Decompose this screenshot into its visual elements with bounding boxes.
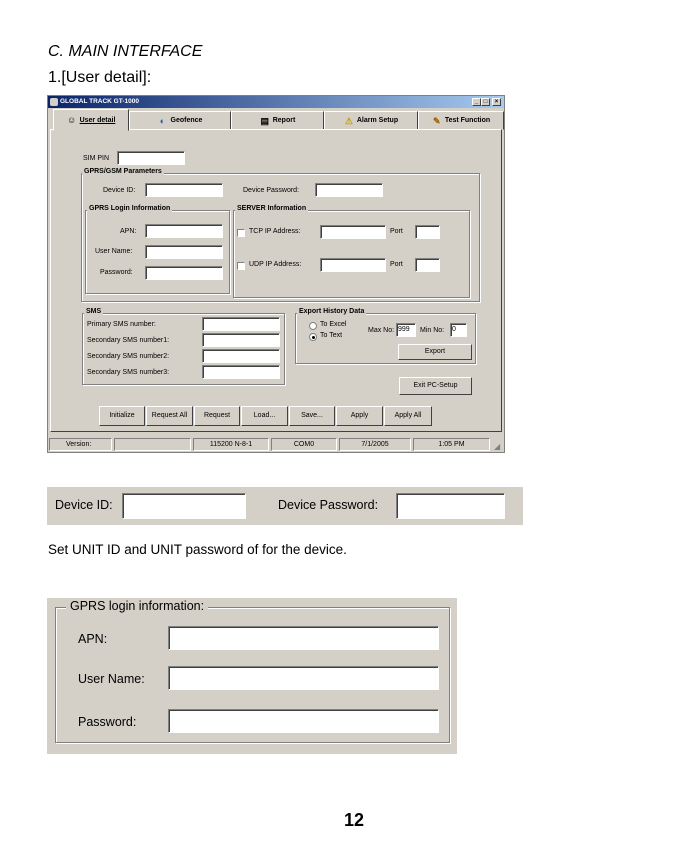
to-text-label: To Text <box>320 332 343 339</box>
device-password-input[interactable] <box>315 183 383 197</box>
tab-report[interactable] <box>231 111 324 130</box>
min-no-label: Min No: <box>420 327 445 334</box>
status-time: 1:05 PM <box>413 438 490 451</box>
username-label: User Name: <box>95 248 133 255</box>
primary-sms-label: Primary SMS number: <box>87 321 156 328</box>
tcp-port-label: Port <box>390 228 403 235</box>
username-input[interactable] <box>145 245 223 259</box>
to-text-radio[interactable] <box>309 333 317 341</box>
request-button[interactable]: Request <box>194 406 240 426</box>
zoom-gprs-legend: GPRS login information: <box>66 599 208 613</box>
app-window <box>47 95 505 453</box>
zoom-device-password-input[interactable] <box>396 493 505 519</box>
udp-port-input[interactable] <box>415 258 440 272</box>
resize-grip-icon[interactable]: ◢ <box>494 442 501 451</box>
warning-icon: ⚠ <box>344 115 353 126</box>
zoom-username-input[interactable] <box>168 666 439 690</box>
apply-button[interactable]: Apply <box>336 406 383 426</box>
page-number: 12 <box>344 810 365 830</box>
password-label: Password: <box>100 269 133 276</box>
tab-label: Report <box>272 117 296 124</box>
globe-icon: ◐ <box>159 115 166 126</box>
status-bar <box>48 436 504 452</box>
secondary-sms2-input[interactable] <box>202 349 280 363</box>
maximize-button[interactable]: □ <box>481 98 490 106</box>
sms-legend: SMS <box>86 308 102 315</box>
version-label: Version: <box>49 438 112 451</box>
max-no-input[interactable]: 999 <box>396 323 416 337</box>
gprs-gsm-legend: GPRS/GSM Parameters <box>84 168 162 175</box>
tab-label: Geofence <box>170 117 203 124</box>
tab-label: Alarm Setup <box>356 117 399 124</box>
caption: Set UNIT ID and UNIT password of for the device. <box>48 542 347 557</box>
zoom-device-id-label: Device ID: <box>55 498 113 512</box>
tab-label: User detail <box>79 116 116 124</box>
primary-sms-input[interactable] <box>202 317 280 331</box>
com-port: COM0 <box>271 438 337 451</box>
tcp-ip-input[interactable] <box>320 225 386 239</box>
password-input[interactable] <box>145 266 223 280</box>
udp-ip-input[interactable] <box>320 258 386 272</box>
report-icon: ▤ <box>260 115 269 126</box>
zoom-device-id-input[interactable] <box>122 493 246 519</box>
tab-test-function[interactable] <box>418 111 504 130</box>
sub-heading: 1.[User detail]: <box>48 69 152 86</box>
close-button[interactable]: × <box>492 98 501 106</box>
server-legend: SERVER Information <box>237 205 307 212</box>
secondary-sms1-label: Secondary SMS number1: <box>87 337 170 344</box>
zoom-username-label: User Name: <box>78 672 145 686</box>
secondary-sms2-label: Secondary SMS number2: <box>87 353 170 360</box>
zoom-apn-input[interactable] <box>168 626 439 650</box>
sim-pin-input[interactable] <box>117 151 185 165</box>
min-no-input[interactable]: 0 <box>450 323 467 337</box>
request-all-button[interactable]: Request All <box>146 406 193 426</box>
udp-port-label: Port <box>390 261 403 268</box>
app-icon <box>50 98 58 106</box>
secondary-sms3-input[interactable] <box>202 365 280 379</box>
tab-user-detail[interactable] <box>53 109 129 131</box>
user-icon: ☺ <box>66 115 77 125</box>
zoom-device-password-label: Device Password: <box>278 498 379 512</box>
tab-alarm-setup[interactable] <box>324 111 418 130</box>
version-value <box>114 438 191 451</box>
to-excel-radio[interactable] <box>309 322 317 330</box>
tab-label: Test Function <box>444 117 491 124</box>
sim-pin-label: SIM PIN <box>83 155 110 162</box>
section-heading: C. MAIN INTERFACE <box>48 43 203 60</box>
device-zoom-panel <box>47 487 523 525</box>
apn-label: APN: <box>120 228 137 235</box>
zoom-password-input[interactable] <box>168 709 439 733</box>
load-button[interactable]: Load... <box>241 406 288 426</box>
export-history-legend: Export History Data <box>299 308 365 315</box>
udp-label: UDP IP Address: <box>249 261 302 268</box>
tcp-checkbox[interactable] <box>237 229 245 237</box>
gprs-zoom-panel <box>47 598 457 754</box>
status-date: 7/1/2005 <box>339 438 411 451</box>
save-button[interactable]: Save... <box>289 406 335 426</box>
server-group <box>233 205 470 298</box>
baud-setting: 115200 N-8-1 <box>193 438 269 451</box>
to-excel-label: To Excel <box>320 321 347 328</box>
initialize-button[interactable]: Initialize <box>99 406 145 426</box>
tcp-port-input[interactable] <box>415 225 440 239</box>
device-id-input[interactable] <box>145 183 223 197</box>
zoom-apn-label: APN: <box>78 632 108 646</box>
device-password-label: Device Password: <box>243 187 300 194</box>
apply-all-button[interactable]: Apply All <box>384 406 432 426</box>
export-button[interactable]: Export <box>398 344 472 360</box>
udp-checkbox[interactable] <box>237 262 245 270</box>
secondary-sms1-input[interactable] <box>202 333 280 347</box>
window-title: GLOBAL TRACK GT-1000 <box>60 98 139 105</box>
title-bar <box>48 96 504 108</box>
tcp-label: TCP IP Address: <box>249 228 301 235</box>
apn-input[interactable] <box>145 224 223 238</box>
exit-pc-setup-button[interactable]: Exit PC-Setup <box>399 377 472 395</box>
max-no-label: Max No: <box>368 327 395 334</box>
zoom-password-label: Password: <box>78 715 137 729</box>
secondary-sms3-label: Secondary SMS number3: <box>87 369 170 376</box>
tab-geofence[interactable] <box>129 111 231 130</box>
device-id-label: Device ID: <box>103 187 136 194</box>
test-icon: ✎ <box>433 115 441 126</box>
minimize-button[interactable]: _ <box>472 98 481 106</box>
gprs-login-legend: GPRS Login Information <box>89 205 171 212</box>
